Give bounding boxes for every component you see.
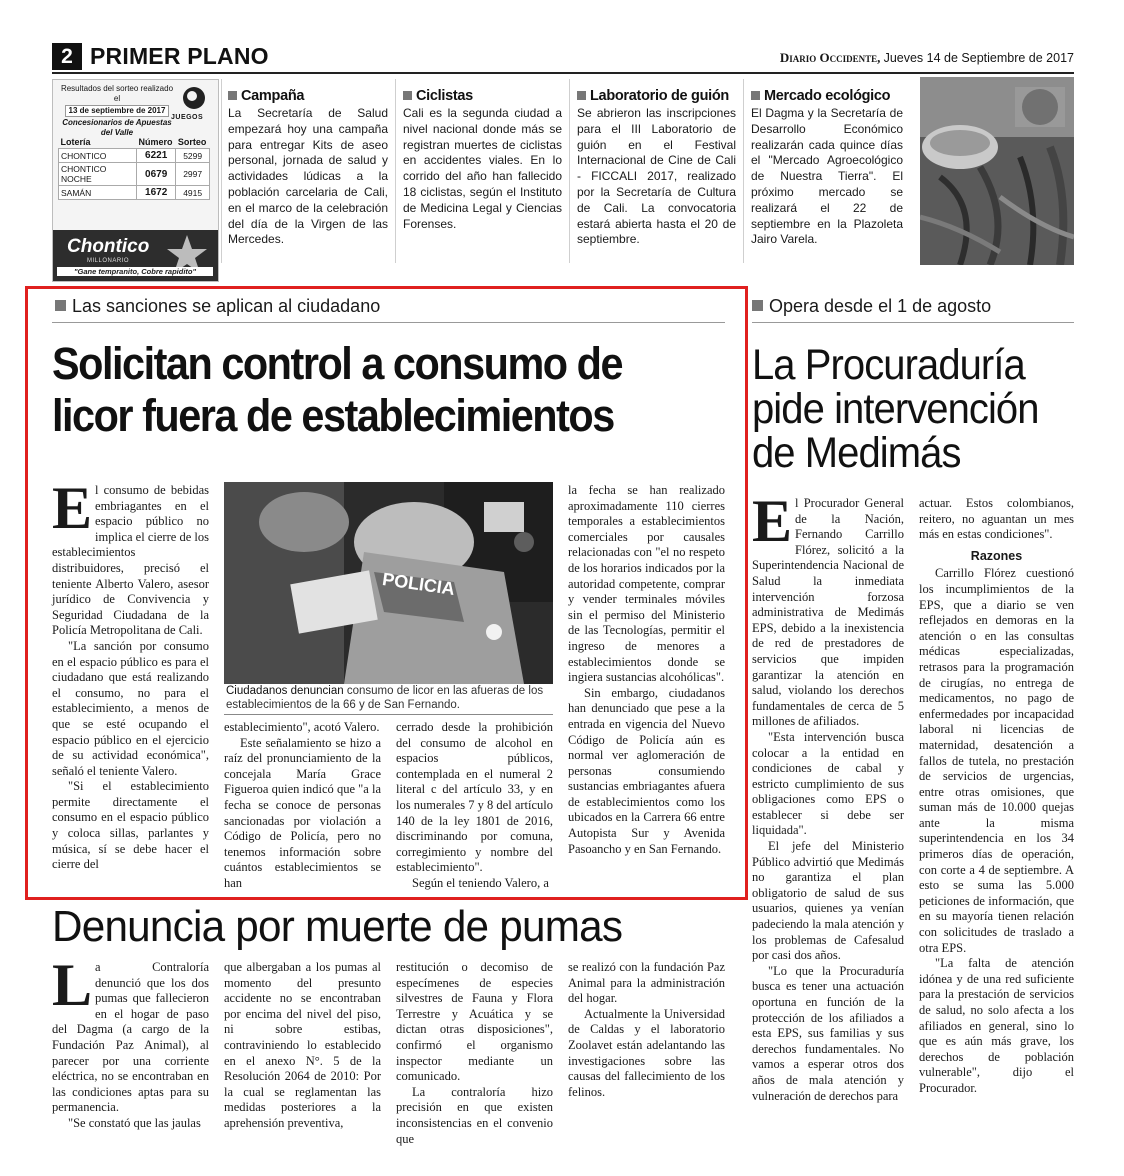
bottom-col1-p2: "Se constató que las jaulas	[68, 1115, 201, 1130]
right-col2-p1: actuar. Estos colombianos, reitero, no aguantan un mes más en estas condiciones".	[919, 496, 1074, 542]
photo-caption	[226, 685, 552, 712]
main-headline-line1: Solicitan control a consumo de	[52, 338, 623, 389]
brief-divider	[221, 79, 222, 263]
right-dropcap: E	[752, 488, 793, 554]
main-col1-p2: "La sanción por consumo en el espacio público es para el ciudadano que está realizando el consumo, no para el establecimiento, a menos de que se esté ocupando el espacio público en el ejercicio de su actividad económica", señaló el teniente Valero.	[52, 638, 209, 778]
right-col2-p3: "La falta de atención idónea y de una red suficiente para la prestación de servicios de salud, no solo afecta a los afiliados en general, sino lo que es aún más grave, los derechos de población vulnerable", dijo el Procurador.	[919, 956, 1074, 1095]
brief-title-text: Campaña	[241, 88, 305, 104]
lottery-box	[52, 79, 219, 282]
bottom-col2-p1: que albergaban a los pumas al momento del presunto accidente no se encontraban por encima del nivel del piso, ni sobre estibas, contraviniendo lo establecido en el anexo N°. 5 de la Resolución 2064 de 2010: Por la cual se reglamentan las medidas posteriores a la aprehensión preventiva,	[224, 960, 381, 1130]
lottery-draw: 4915	[176, 186, 210, 200]
lottery-number: 6221	[137, 149, 176, 163]
brief-divider	[395, 79, 396, 263]
brief-title-text: Ciclistas	[416, 88, 473, 104]
square-bullet-icon	[577, 91, 586, 100]
issue-date: Jueves 14 de Septiembre de 2017	[883, 51, 1074, 65]
brief-title-text: Mercado ecológico	[764, 88, 891, 104]
lottery-table	[58, 136, 210, 200]
brief-divider	[743, 79, 744, 263]
brief-text: La Secretaría de Salud empezará hoy una campaña para entregar Kits de aseo personal, jornada de salud y actividades lúdicas a la población carcelaria de Cali, en el marco de la celebración del día de la Virgen de las Mercedes.	[228, 106, 388, 247]
main-col2-p2: Este señalamiento se hizo a raíz del pronunciamiento de la concejala María Grace Figueroa quien indicó que "a la fecha se conoce de personas sancionadas por violación a Código de Policía, pero no tenemos información sobre cuántos establecimientos se han	[224, 735, 381, 890]
paper-date-line	[780, 50, 1074, 66]
right-col-1	[752, 488, 904, 1104]
main-col4-p1: la fecha se han realizado aproximadamente 110 cierres temporales a establecimientos comerciales por causales relacionadas con "el no respeto de los horarios indicados por la autoridad competente, comprar y vender terminales móviles sin el permiso del Ministerio de las Tecnologías, permitir el ingreso de menores a establecimientos donde se ingiera sustancias alcohólicas".	[568, 483, 725, 685]
square-bullet-icon	[55, 300, 66, 311]
page-header	[52, 43, 1074, 70]
lottery-table-wrap	[58, 136, 210, 200]
caption-rest: consumo de licor en las afueras de los establecimientos de la 66 y de San Fernando.	[226, 685, 544, 711]
col-loteria: Lotería	[60, 137, 91, 147]
right-col-2	[919, 496, 1074, 1097]
main-col2-p1: establecimiento", acotó Valero.	[224, 720, 380, 734]
main-col1-p3: "Si el establecimiento permite directamente el consumo en el espacio público y coloca sillas, parlantes y música, sí se debe hacer el cierre del	[52, 779, 209, 872]
brief-text: El Dagma y la Secretaría de Desarrollo Económico realizarán cada quince días el "Mercado Agroecológico de Nuestra Tierra". El próximo mercado se realizará el 22 de septiembre en la Plazoleta Jairo Varela.	[751, 106, 903, 247]
main-headline-line2: licor fuera de establecimientos	[52, 390, 614, 441]
lottery-intro-line3: Concesionarios de Apuestas del Valle	[62, 118, 172, 137]
bottom-col-2	[224, 960, 381, 1132]
lottery-draw: 5299	[176, 149, 210, 163]
brief-text: Se abrieron las inscripciones para el III Laboratorio de guión en el Festival Internacional de Cine de Cali - FICCALI 2017, realizado por la Secretaría de Cultura de Cali. La convocatoria estará abierta hasta el 20 de septiembre.	[577, 106, 736, 247]
lottery-draw: 2997	[176, 163, 210, 186]
lottery-intro	[57, 84, 177, 138]
chontico-brand-sub: MILLONARIO	[87, 258, 130, 264]
square-bullet-icon	[751, 91, 760, 100]
brief-laboratorio	[577, 88, 736, 248]
main-col3-p2: Según el teniendo Valero, a	[412, 875, 549, 890]
bottom-col1-p1: a Contraloría denunció que los dos pumas que fallecieron en el hogar de paso del Dagma (a cargo de la Fundación Paz Animal), al parecer por una corriente eléctrica, no se encontraban en las condiciones aptas para su permanencia.	[52, 960, 209, 1115]
main-col-2	[224, 720, 381, 892]
bottom-col4-p1: se realizó con la fundación Paz Animal para la administración del hogar.	[568, 960, 725, 1006]
lottery-row	[59, 149, 210, 163]
bottom-col3-p2: La contraloría hizo precisión en que existen inconsistencias en el convenio que	[396, 1084, 553, 1146]
bottom-col4-p2: Actualmente la Universidad de Caldas y el laboratorio Zoolavet están adelantando las investigaciones sobre las causas del fallecimiento de los felinos.	[568, 1006, 725, 1099]
main-col1-p1: l consumo de bebidas embriagantes en el espacio público no implica el cierre de los establecimientos distribuidores, precisó el teniente Alberto Valero, asesor jurídico de Convivencia y Seguridad Ciudadana de la Policía Metropolitana de Cali.	[52, 483, 209, 638]
square-bullet-icon	[403, 91, 412, 100]
juegos-label: JUEGOS	[171, 114, 204, 121]
square-bullet-icon	[228, 91, 237, 100]
lottery-row	[59, 186, 210, 200]
brief-title	[751, 88, 903, 104]
lottery-number: 0679	[137, 163, 176, 186]
juegos-circle-icon	[179, 84, 209, 114]
chontico-banner	[53, 230, 218, 281]
main-col-3	[396, 720, 553, 892]
bottom-col-3	[396, 960, 553, 1147]
market-photo	[920, 77, 1074, 265]
right-col1-p3: El jefe del Ministerio Público advirtió que Medimás no garantiza el plan obligatorio de salud de sus usuarios, quienes ya venían padeciendo la mala atención y los problemas de Cafesalud por casi dos años.	[752, 839, 904, 963]
bottom-col-1	[52, 952, 209, 1132]
paper-name: Diario Occidente,	[779, 50, 881, 65]
main-photo	[224, 482, 553, 684]
chontico-slogan: "Gane tempranito, Cobre rapidito"	[57, 267, 213, 276]
col-numero: Número	[138, 137, 173, 147]
main-col4-p2: Sin embargo, ciudadanos han denunciado que pese a la entrada en vigencia del Nuevo Código de Policía aún es normal ver aglomeración de personas consumiendo sustancias embriagantes afuera de establecimientos como los ubicados en la Carrera 66 entre Autopista Sur y Avenida Pasoancho y en San Fernando.	[568, 685, 725, 856]
brief-ciclistas	[403, 88, 562, 232]
bottom-col-4	[568, 960, 725, 1100]
lottery-name: SAMÁN	[59, 186, 137, 200]
lottery-name: CHONTICO	[59, 149, 137, 163]
brief-title	[577, 88, 736, 104]
brief-text: Cali es la segunda ciudad a nivel nacional donde más se registran muertes de ciclistas en accidentes viales. En lo corrido del año han fallecido 18 ciclistas, según el Instituto de Medicina Legal y Ciencias Forenses.	[403, 106, 562, 231]
bottom-col3-p1: restitución o decomiso de especímenes de especies silvestres de Fauna y Flora Terrestre y Acuática y se dictan otras disposiciones", confirmó el organismo inspector mediante un comunicado.	[396, 960, 553, 1084]
right-col1-p2: "Esta intervención busca colocar a la entidad en condiciones de cabal y estricto cumplimiento de sus obligaciones como EPS o establecer si debe ser liquidada".	[752, 729, 904, 838]
right-col1-p1: l Procurador General de la Nación, Fernando Carrillo Flórez, solicitó a la Superintendencia Nacional de Salud la inmediata intervención forzosa administrativa de Medimás EPS, debido a la inexistencia de red de prestadores de servicios que impiden garantizar la atención en salud, violando los derechos fundamentales de cerca de 5 millones de afiliados.	[752, 496, 904, 729]
lottery-number: 1672	[137, 186, 176, 200]
lottery-name: CHONTICO NOCHE	[59, 163, 137, 186]
main-col3-p1: cerrado desde la prohibición del consumo de alcohol en espacios públicos, contemplada en el numeral 2 literal c del artículo 33, y en los numerales 7 y 8 del artículo 140 de la ley 1801 de 2016, discriminando por comuna, corregimiento y nombre del establecimiento".	[396, 720, 553, 875]
main-dropcap: E	[52, 475, 93, 541]
page-number: 2	[52, 43, 82, 70]
bottom-dropcap: L	[52, 952, 93, 1018]
juegos-logo	[179, 84, 209, 114]
kicker-rule	[752, 322, 1074, 323]
brief-title	[403, 88, 562, 104]
right-headline-line2: pide intervención	[752, 385, 1039, 433]
lottery-intro-line1: Resultados del sorteo realizado el	[60, 84, 174, 103]
right-headline-line1: La Procuraduría	[752, 341, 1025, 389]
header-rule	[52, 72, 1074, 74]
brief-divider	[569, 79, 570, 263]
photo-vest-label: POLICIA	[381, 569, 457, 599]
right-headline-line3: de Medimás	[752, 429, 961, 477]
right-kicker-text: Opera desde el 1 de agosto	[769, 296, 992, 316]
vegetables-image	[920, 77, 1074, 265]
main-headline	[52, 338, 622, 442]
chontico-brand: Chontico	[67, 236, 150, 257]
right-subhead: Razones	[970, 548, 1023, 563]
right-col2-p2: Carrillo Flórez cuestionó los incumplimientos de la EPS, que a diario se ven reflejados en demoras en la atención o en las consultas médicas especializadas, retrasos para la programación de cirugías, no entrega de medicamentos, no pago de enfermedades por incapacidad laboral ni licencias de maternidad, desatención a fallos de tutela, no prestación de servicios de urgencias, entre otras omisiones, que suman más de 10.000 quejas ante la misma superintendencia en los 34 primeros días de operación, con corte a 4 de septiembre. A esto se suma las 5.000 peticiones de información, que en su mayoría tienen relación con solicitudes de traslado a otra EPS.	[919, 566, 1074, 955]
lottery-row	[59, 163, 210, 186]
kicker-rule	[52, 322, 725, 323]
main-kicker	[55, 296, 380, 317]
main-col-4	[568, 483, 725, 857]
right-headline	[752, 343, 1039, 475]
brief-title	[228, 88, 388, 104]
right-kicker	[752, 296, 991, 317]
lottery-intro-date: 13 de septiembre de 2017	[65, 105, 169, 117]
caption-rule	[224, 714, 553, 715]
right-col1-p4: "Lo que la Procuraduría busca es tener una actuación oportuna en función de la protección de los afiliados a esta EPS, sus familias y sus derechos fundamentales. No vamos a esperar otros dos años de mala atención y vulneración de derechos para	[752, 963, 904, 1103]
main-col-1	[52, 475, 209, 873]
brief-title-text: Laboratorio de guión	[590, 88, 729, 104]
caption-lead: Ciudadanos denuncian	[226, 685, 344, 697]
brief-campana	[228, 88, 388, 248]
main-kicker-text: Las sanciones se aplican al ciudadano	[72, 296, 381, 316]
bottom-headline: Denuncia por muerte de pumas	[52, 902, 623, 951]
col-sorteo: Sorteo	[177, 137, 207, 147]
brief-mercado	[751, 88, 903, 248]
section-title: PRIMER PLANO	[90, 43, 269, 69]
square-bullet-icon	[752, 300, 763, 311]
